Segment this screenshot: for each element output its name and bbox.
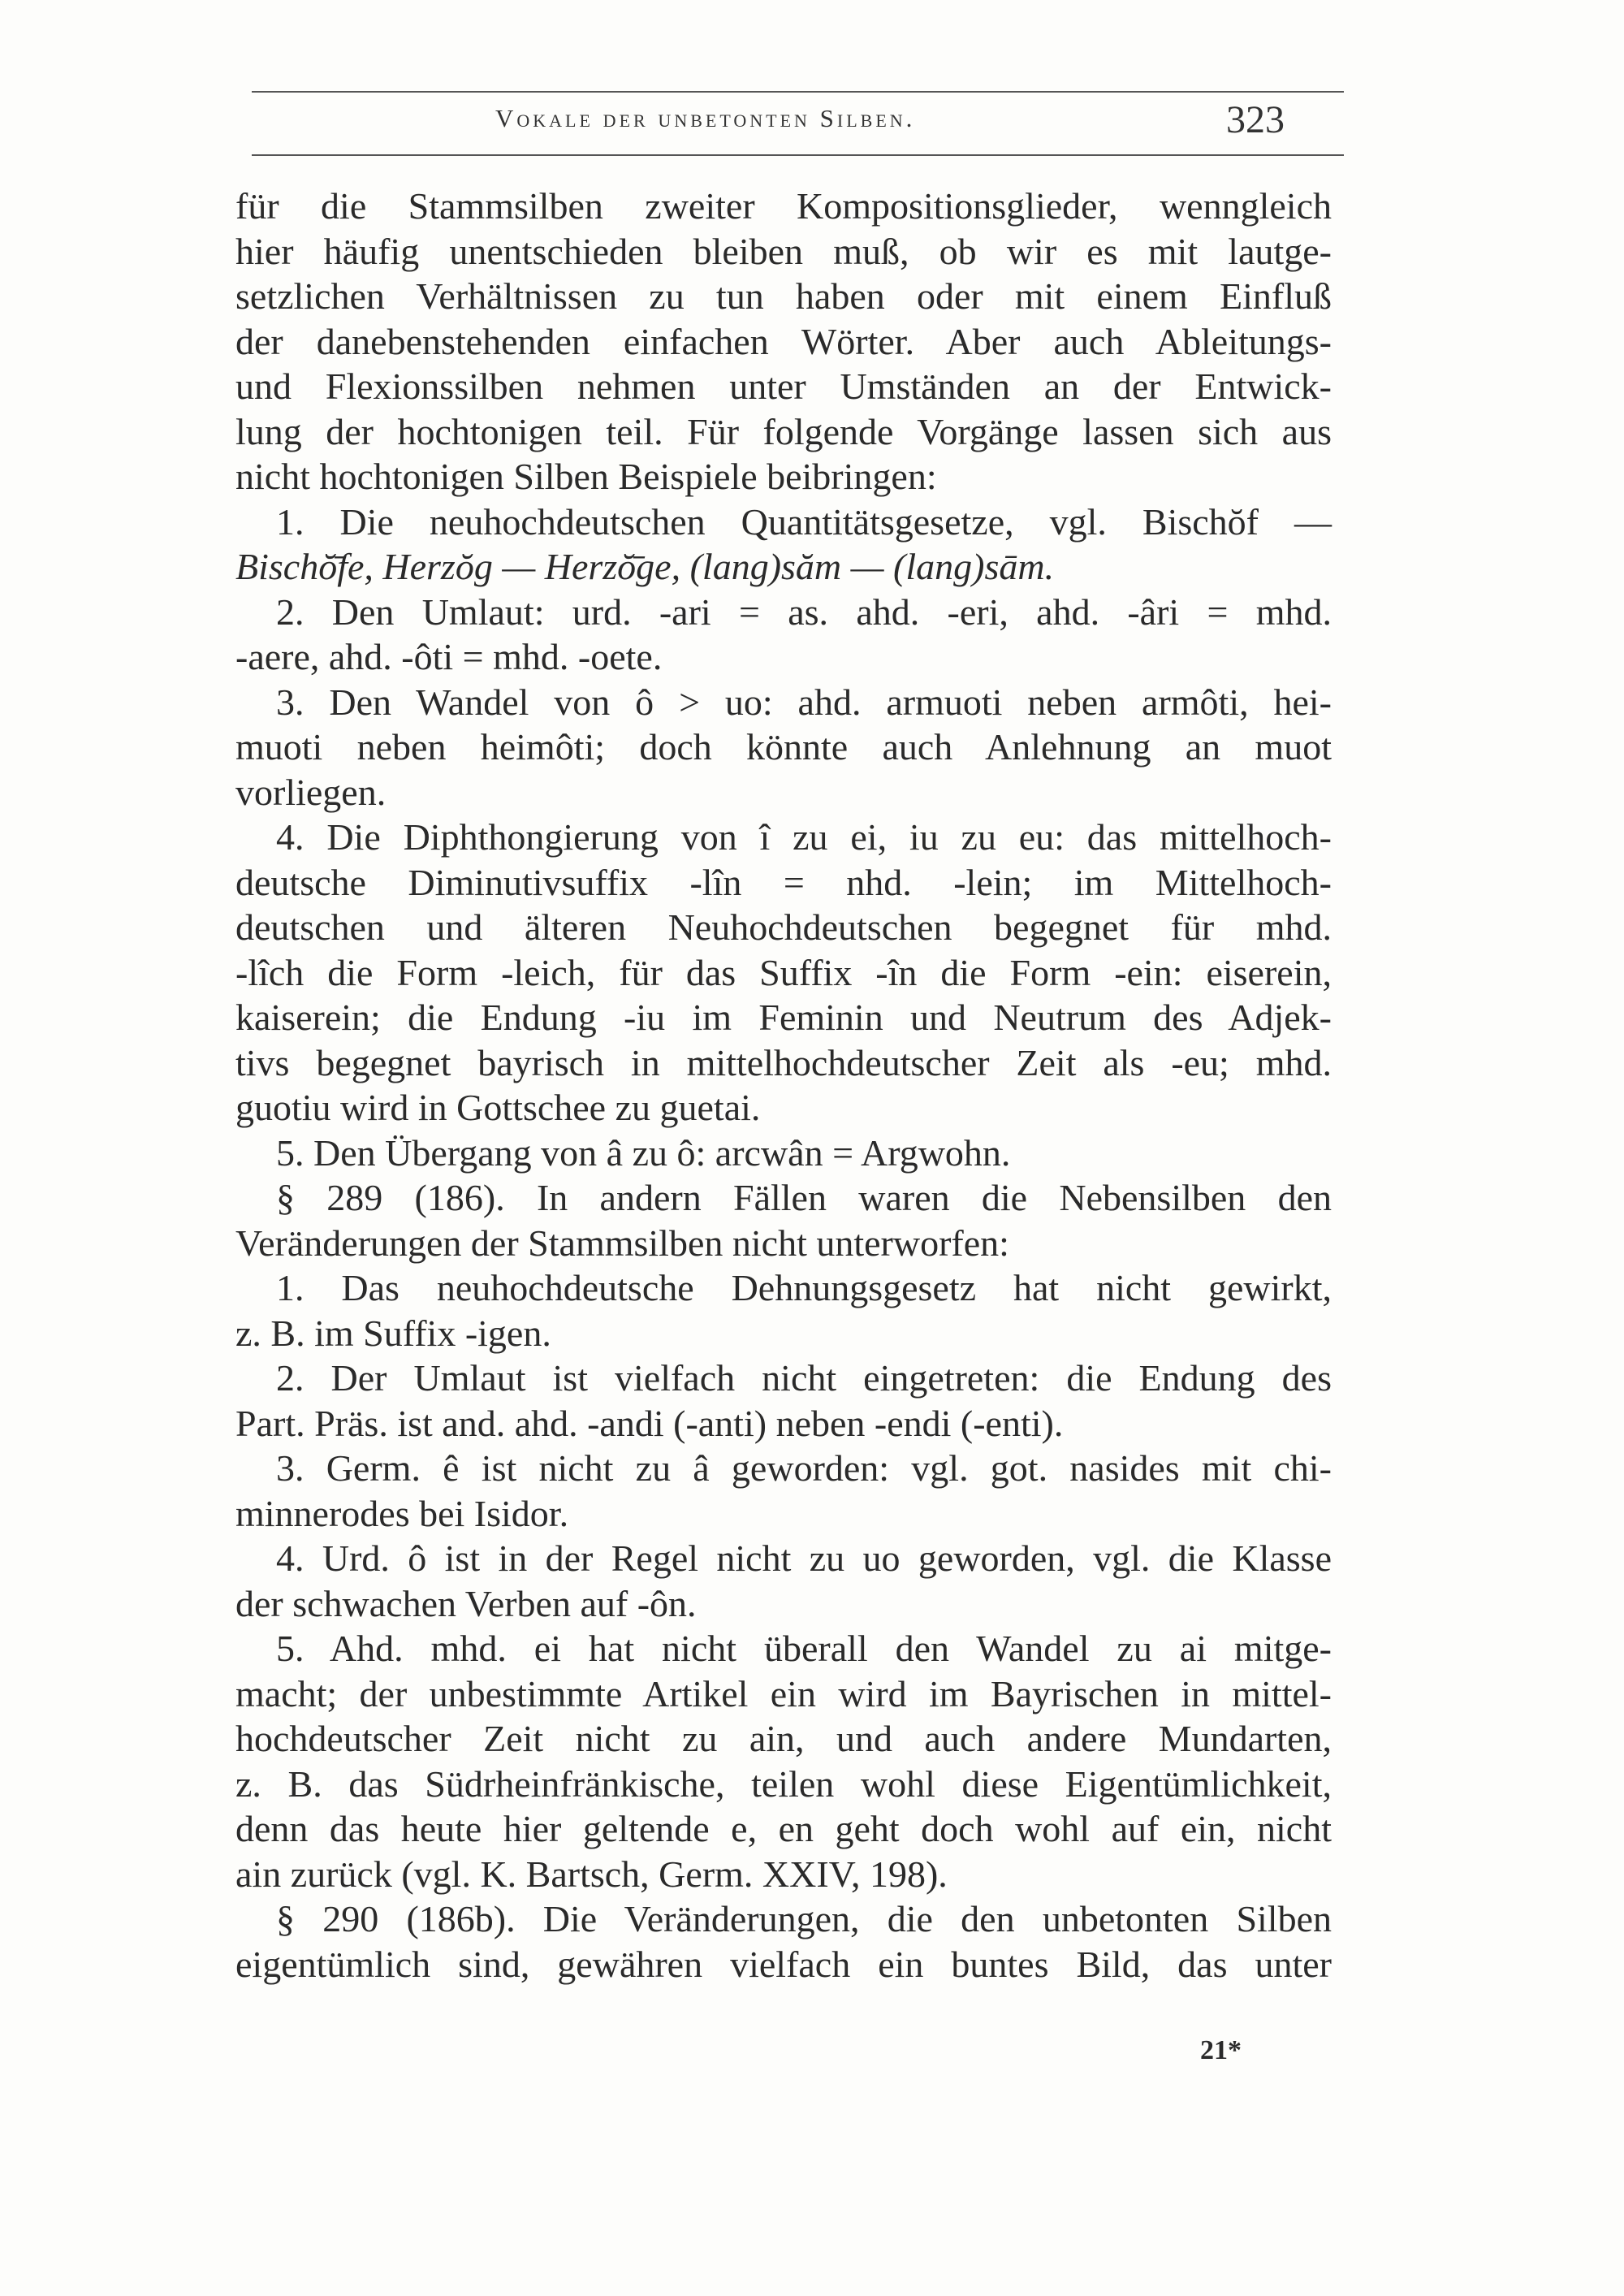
text-line: macht; der unbestimmte Artikel ein wird im Bayrischen in mittel- xyxy=(235,1672,1332,1714)
text-line: Part. Präs. ist and. ahd. -andi (-anti) neben -endi (-enti). xyxy=(235,1402,1064,1444)
text-line: -lîch die Form -leich, für das Suffix -în die Form -ein: eiserein, xyxy=(235,951,1332,993)
text-line: Veränderungen der Stammsilben nicht unterworfen: xyxy=(235,1222,1009,1264)
text-line: kaiserein; die Endung -iu im Feminin und Neutrum des Adjek- xyxy=(235,997,1332,1038)
list-item-line: 4. Urd. ô ist in der Regel nicht zu uo geworden, vgl. die Klasse xyxy=(276,1537,1332,1579)
text-line: z. B. das Südrheinfränkische, teilen wohl diese Eigentümlichkeit, xyxy=(235,1762,1332,1805)
text-line: guotiu wird in Gottschee zu guetai. xyxy=(235,1087,761,1128)
page-number: 323 xyxy=(1226,98,1285,141)
section-line: § 289 (186). In andern Fällen waren die Nebensilben den xyxy=(276,1177,1332,1218)
text-line: Bischŏ̄fe, Herzŏg — Herzŏ̄ge, (lang)săm — (lang)sām. xyxy=(235,546,1055,587)
text-line: z. B. im Suffix -igen. xyxy=(235,1312,551,1354)
signature-mark: 21* xyxy=(1200,2035,1242,2065)
text-line: für die Stammsilben zweiter Kompositionsglieder, wenngleich xyxy=(235,185,1332,227)
header-rule-top xyxy=(252,91,1344,93)
list-item-line: 3. Germ. ê ist nicht zu â geworden: vgl. got. nasides mit chi- xyxy=(276,1447,1332,1489)
text-line: der danebenstehenden einfachen Wörter. Aber auch Ableitungs- xyxy=(235,320,1332,362)
list-item-line: 2. Der Umlaut ist vielfach nicht eingetreten: die Endung des xyxy=(276,1357,1332,1399)
running-header: Vokale der unbetonten Silben. xyxy=(495,104,916,132)
list-item-line: 1. Die neuhochdeutschen Quantitätsgesetze, vgl. Bischŏf — xyxy=(276,500,1332,543)
text-line: hier häufig unentschieden bleiben muß, ob wir es mit lautge- xyxy=(235,230,1332,272)
text-line: und Flexionssilben nehmen unter Umständen an der Entwick- xyxy=(235,365,1332,407)
body-text xyxy=(235,184,1332,1987)
text-line: hochdeutscher Zeit nicht zu ain, und auch andere Mundarten, xyxy=(235,1718,1332,1759)
list-item-line: 5. Ahd. mhd. ei hat nicht überall den Wandel zu ai mitge- xyxy=(276,1628,1332,1669)
text-line: -aere, ahd. -ôti = mhd. -oete. xyxy=(235,636,663,677)
text-line: eigentümlich sind, gewähren vielfach ein buntes Bild, das unter xyxy=(235,1943,1332,1985)
header-rule-bottom xyxy=(252,154,1344,156)
text-line: muoti neben heimôti; doch könnte auch Anlehnung an muot xyxy=(235,726,1332,767)
text-line: lung der hochtonigen teil. Für folgende Vorgänge lassen sich aus xyxy=(235,410,1332,452)
list-item-line: 2. Den Umlaut: urd. -ari = as. ahd. -eri, ahd. -âri = mhd. xyxy=(276,590,1332,633)
text-line: nicht hochtonigen Silben Beispiele beibringen: xyxy=(235,456,937,497)
section-line: § 290 (186b). Die Veränderungen, die den unbetonten Silben xyxy=(276,1898,1332,1939)
text-line: denn das heute hier geltende e, en geht doch wohl auf ein, nicht xyxy=(235,1808,1332,1849)
text-line: der schwachen Verben auf -ôn. xyxy=(235,1582,697,1624)
text-line: deutsche Diminutivsuffix -lîn = nhd. -lein; im Mittelhoch- xyxy=(235,861,1332,903)
text-line: ain zurück (vgl. K. Bartsch, Germ. XXIV, 198). xyxy=(235,1853,948,1895)
text-line: setzlichen Verhältnissen zu tun haben oder mit einem Einfluß xyxy=(235,275,1332,317)
text-line: vorliegen. xyxy=(235,771,387,813)
list-item-line: 3. Den Wandel von ô > uo: ahd. armuoti neben armôti, hei- xyxy=(276,681,1332,723)
text-line: tivs begegnet bayrisch in mittelhochdeutscher Zeit als -eu; mhd. xyxy=(235,1041,1332,1083)
text-line: minnerodes bei Isidor. xyxy=(235,1492,569,1534)
list-item-line: 5. Den Übergang von â zu ô: arcwân = Argwohn. xyxy=(276,1131,1011,1174)
list-item-line: 4. Die Diphthongierung von î zu ei, iu zu eu: das mittelhoch- xyxy=(276,816,1332,858)
list-item-line: 1. Das neuhochdeutsche Dehnungsgesetz hat nicht gewirkt, xyxy=(276,1267,1332,1308)
text-line: deutschen und älteren Neuhochdeutschen begegnet für mhd. xyxy=(235,906,1332,948)
